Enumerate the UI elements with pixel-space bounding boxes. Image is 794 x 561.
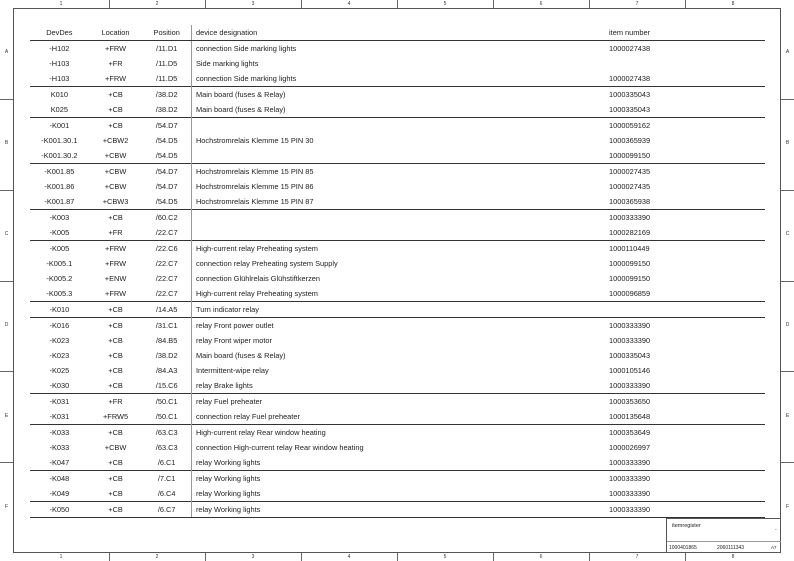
cell-position: /6.C1 (157, 458, 176, 467)
cell-position: /50.C1 (142, 394, 191, 410)
table-row (30, 471, 765, 487)
cell-item-number: 1000027438 (605, 41, 765, 57)
cell-location: +CB (89, 502, 143, 518)
cell-designation: connection relay Preheating system Supply (191, 256, 605, 271)
cell-devdes: -K003 (30, 210, 89, 226)
header-location: Location (89, 25, 143, 41)
cell-devdes: -K005.2 (46, 274, 73, 283)
table-row (30, 286, 765, 302)
cell-item-number: 1000059162 (605, 118, 765, 134)
ruler-tick (781, 281, 794, 282)
cell-designation (191, 148, 605, 164)
table-row (30, 256, 765, 271)
table-row (30, 302, 765, 318)
cell-item-number: 1000099150 (609, 274, 651, 283)
ruler-tick (0, 371, 13, 372)
cell-devdes: -H103 (49, 59, 70, 68)
ruler-column-label: 2 (155, 554, 159, 560)
cell-designation: relay Working lights (191, 486, 605, 502)
ruler-row-label: F (785, 503, 790, 510)
cell-item-number: 1000353649 (605, 425, 765, 441)
title-block-left-number: 1000401865 (669, 545, 697, 551)
cell-position: /11.D5 (156, 74, 178, 83)
ruler-tick (589, 553, 590, 561)
cell-location: +FRW (105, 289, 127, 298)
cell-devdes: -K030 (49, 381, 70, 390)
cell-position: /84.B5 (155, 336, 178, 345)
cell-item-number: 1000333390 (609, 381, 651, 390)
cell-designation: Turn indicator relay (191, 302, 605, 318)
cell-designation: connection High-current relay Rear window heating (191, 440, 605, 455)
cell-item-number: 1000282169 (609, 228, 651, 237)
cell-devdes: -K001 (30, 118, 89, 134)
table-row (30, 148, 765, 164)
ruler-column-label: 6 (539, 554, 543, 560)
title-block-sheet: A7 (771, 545, 777, 550)
cell-location: +CB (89, 318, 143, 334)
cell-item-number: 1000335043 (605, 87, 765, 103)
cell-position: /54.D7 (155, 182, 178, 191)
cell-position: /7.C1 (142, 471, 191, 487)
table-row (30, 363, 765, 378)
table-row (30, 271, 765, 286)
cell-location: +FR (108, 228, 123, 237)
table-row (30, 71, 765, 87)
cell-position: /54.D5 (155, 151, 178, 160)
cell-designation: relay Working lights (191, 455, 605, 471)
ruler-row-label: E (4, 412, 9, 419)
ruler-column-label: 4 (347, 554, 351, 560)
cell-location: +CBW (104, 443, 127, 452)
cell-location: +CB (108, 489, 123, 498)
cell-designation: connection Side marking lights (191, 41, 605, 57)
row-ruler-right (781, 8, 794, 553)
ruler-column-label: 8 (731, 1, 735, 7)
cell-position: /11.D1 (142, 41, 191, 57)
cell-location: +FRW5 (102, 412, 129, 421)
ruler-row-label: D (785, 321, 790, 328)
cell-location: +CBW2 (102, 136, 129, 145)
cell-position: /22.C7 (155, 228, 178, 237)
ruler-row-label: B (4, 140, 9, 147)
ruler-column-label: 3 (251, 554, 255, 560)
cell-designation: Main board (fuses & Relay) (191, 348, 605, 363)
ruler-tick (205, 0, 206, 8)
cell-designation (191, 118, 605, 134)
ruler-row-label: E (785, 412, 790, 419)
cell-item-number: 1000333390 (609, 489, 651, 498)
table-row (30, 164, 765, 180)
table-row (30, 409, 765, 425)
cell-devdes: -K048 (30, 471, 89, 487)
table-row (30, 425, 765, 441)
cell-designation: High-current relay Preheating system (191, 241, 605, 257)
cell-location: +CBW3 (102, 197, 129, 206)
header-device-designation: device designation (191, 25, 605, 41)
header-position: Position (142, 25, 191, 41)
cell-position: /6.C4 (157, 489, 176, 498)
cell-devdes: -K016 (30, 318, 89, 334)
cell-designation: Hochstromrelais Klemme 15 PIN 87 (191, 194, 605, 210)
cell-position: /50.C1 (155, 412, 178, 421)
cell-devdes: -K005 (30, 241, 89, 257)
ruler-tick (109, 0, 110, 8)
ruler-tick (493, 0, 494, 8)
cell-designation: Hochstromrelais Klemme 15 PIN 86 (191, 179, 605, 194)
cell-item-number: 1000333390 (609, 336, 651, 345)
table-row (30, 210, 765, 226)
table-row (30, 56, 765, 71)
cell-location: +FRW (105, 259, 127, 268)
cell-position: /84.A3 (155, 366, 178, 375)
cell-devdes: K010 (30, 87, 89, 103)
cell-item-number: 1000099150 (609, 259, 651, 268)
cell-item-number: 1000365938 (609, 197, 651, 206)
cell-devdes: -H103 (49, 74, 70, 83)
cell-location: +FRW (105, 74, 127, 83)
cell-location: +CB (89, 87, 143, 103)
cell-position: /38.D2 (142, 87, 191, 103)
cell-item-number: 1000110449 (605, 241, 765, 257)
cell-devdes: -K031 (49, 412, 70, 421)
ruler-tick (781, 99, 794, 100)
cell-position: /60.C2 (142, 210, 191, 226)
ruler-tick (781, 190, 794, 191)
cell-devdes: -K050 (30, 502, 89, 518)
ruler-row-label: B (785, 140, 790, 147)
cell-location: +CB (89, 425, 143, 441)
cell-devdes: -K025 (49, 366, 70, 375)
cell-devdes: -K001.87 (44, 197, 75, 206)
column-ruler-top (13, 0, 781, 8)
cell-location: +FRW (89, 241, 143, 257)
cell-location: +CB (89, 302, 143, 318)
ruler-column-label: 7 (635, 554, 639, 560)
cell-location: +FRW (89, 41, 143, 57)
cell-position: /6.C7 (142, 502, 191, 518)
cell-location: +FR (89, 394, 143, 410)
title-block (666, 518, 781, 553)
table-row (30, 102, 765, 118)
table-row (30, 87, 765, 103)
cell-item-number (605, 302, 765, 318)
title-block-label: itemregister (672, 523, 701, 529)
cell-designation: Intermittent-wipe relay (191, 363, 605, 378)
cell-position: /22.C7 (155, 289, 178, 298)
table-row (30, 440, 765, 455)
table-row (30, 41, 765, 57)
cell-devdes: -K005.1 (46, 259, 73, 268)
cell-designation: Hochstromrelais Klemme 15 PIN 30 (191, 133, 605, 148)
ruler-row-label: A (785, 49, 790, 56)
cell-devdes: -K001.30.2 (41, 151, 78, 160)
cell-designation: Hochstromrelais Klemme 15 PIN 85 (191, 164, 605, 180)
cell-designation: relay Fuel preheater (191, 394, 605, 410)
cell-position: /54.D7 (142, 118, 191, 134)
cell-item-number: 1000335043 (609, 351, 651, 360)
ruler-tick (0, 462, 13, 463)
cell-devdes: -K001.30.1 (41, 136, 78, 145)
cell-position: /63.C3 (155, 443, 178, 452)
row-ruler-left (0, 8, 13, 553)
cell-position: /11.D5 (156, 59, 178, 68)
table-row (30, 241, 765, 257)
ruler-tick (685, 0, 686, 8)
table-row (30, 333, 765, 348)
cell-position: /63.C3 (142, 425, 191, 441)
cell-item-number: 1000353650 (605, 394, 765, 410)
ruler-tick (493, 553, 494, 561)
cell-designation: High-current relay Preheating system (191, 286, 605, 302)
ruler-column-label: 1 (59, 554, 63, 560)
cell-item-number: 1000333390 (605, 502, 765, 518)
cell-designation (191, 210, 605, 226)
cell-devdes: -K031 (30, 394, 89, 410)
cell-item-number: 1000333390 (605, 471, 765, 487)
table-row (30, 179, 765, 194)
cell-designation: relay Front power outlet (191, 318, 605, 334)
ruler-tick (0, 99, 13, 100)
table-row (30, 225, 765, 241)
header-devdes: DevDes (30, 25, 89, 41)
ruler-row-label: F (4, 503, 9, 510)
cell-location: +FR (108, 59, 123, 68)
table-row (30, 194, 765, 210)
cell-devdes: -K001.85 (30, 164, 89, 180)
cell-position: /31.C1 (142, 318, 191, 334)
cell-designation: Main board (fuses & Relay) (191, 87, 605, 103)
cell-designation: connection Side marking lights (191, 71, 605, 87)
cell-position: /38.D2 (155, 351, 178, 360)
cell-location: +CB (108, 105, 123, 114)
cell-item-number (605, 56, 765, 71)
title-block-dash: - (775, 527, 777, 533)
cell-devdes: -H102 (30, 41, 89, 57)
ruler-tick (0, 190, 13, 191)
table-row (30, 455, 765, 471)
ruler-column-label: 4 (347, 1, 351, 7)
ruler-tick (589, 0, 590, 8)
title-block-numbers (667, 541, 781, 555)
ruler-column-label: 5 (443, 1, 447, 7)
cell-designation: connection relay Fuel preheater (191, 409, 605, 425)
table-row (30, 394, 765, 410)
cell-devdes: -K005.3 (46, 289, 73, 298)
cell-item-number: 1000027435 (609, 182, 651, 191)
cell-devdes: K025 (50, 105, 68, 114)
cell-location: +CB (108, 336, 123, 345)
table-row (30, 348, 765, 363)
ruler-column-label: 5 (443, 554, 447, 560)
cell-devdes: -K001.86 (44, 182, 75, 191)
ruler-tick (781, 462, 794, 463)
cell-designation (191, 225, 605, 241)
ruler-column-label: 3 (251, 1, 255, 7)
ruler-row-label: C (785, 231, 790, 238)
cell-position: /22.C6 (142, 241, 191, 257)
cell-location: +CBW (104, 151, 127, 160)
ruler-tick (397, 0, 398, 8)
cell-devdes: -K047 (49, 458, 70, 467)
cell-designation: relay Working lights (191, 471, 605, 487)
ruler-column-label: 8 (731, 554, 735, 560)
ruler-column-label: 2 (155, 1, 159, 7)
cell-devdes: -K033 (49, 443, 70, 452)
cell-item-number: 1000026997 (609, 443, 651, 452)
ruler-tick (301, 553, 302, 561)
cell-item-number: 1000027435 (605, 164, 765, 180)
cell-designation: relay Working lights (191, 502, 605, 518)
ruler-column-label: 7 (635, 1, 639, 7)
cell-devdes: -K005 (49, 228, 70, 237)
cell-position: /54.D5 (155, 197, 178, 206)
table-row (30, 502, 765, 518)
ruler-tick (397, 553, 398, 561)
cell-location: +CB (108, 458, 123, 467)
column-ruler-bottom (13, 553, 781, 561)
ruler-row-label: C (4, 231, 9, 238)
cell-position: /38.D2 (155, 105, 178, 114)
table-header-row (30, 25, 765, 41)
ruler-tick (205, 553, 206, 561)
cell-devdes: -K033 (30, 425, 89, 441)
cell-item-number: 1000333390 (609, 458, 651, 467)
cell-location: +CBW (89, 164, 143, 180)
cell-item-number: 1000365939 (609, 136, 651, 145)
cell-location: +CB (89, 471, 143, 487)
cell-location: +CB (89, 118, 143, 134)
ruler-row-label: A (4, 49, 9, 56)
title-block-right-number: 2060111343 (717, 545, 745, 551)
table-row (30, 318, 765, 334)
ruler-row-label: D (4, 321, 9, 328)
cell-devdes: -K049 (49, 489, 70, 498)
table-row (30, 486, 765, 502)
cell-designation: connection Glühlrelais Glühstiftkerzen (191, 271, 605, 286)
ruler-tick (0, 281, 13, 282)
cell-location: +CB (108, 381, 123, 390)
cell-designation: relay Brake lights (191, 378, 605, 394)
cell-location: +ENW (104, 274, 127, 283)
cell-item-number: 1000027438 (609, 74, 651, 83)
item-register-table (30, 25, 765, 518)
table-row (30, 133, 765, 148)
cell-devdes: -K010 (30, 302, 89, 318)
header-item-number: item number (605, 25, 765, 41)
cell-designation: Side marking lights (191, 56, 605, 71)
ruler-tick (301, 0, 302, 8)
table-row (30, 378, 765, 394)
cell-position: /54.D7 (142, 164, 191, 180)
ruler-tick (109, 553, 110, 561)
ruler-tick (781, 371, 794, 372)
cell-designation: Main board (fuses & Relay) (191, 102, 605, 118)
cell-location: +CB (108, 351, 123, 360)
cell-location: +CB (89, 210, 143, 226)
ruler-column-label: 1 (59, 1, 63, 7)
cell-item-number: 1000333390 (605, 318, 765, 334)
cell-designation: relay Front wiper motor (191, 333, 605, 348)
cell-position: /22.C7 (155, 259, 178, 268)
cell-location: +CBW (104, 182, 127, 191)
table-row (30, 118, 765, 134)
cell-item-number: 1000135648 (609, 412, 651, 421)
cell-item-number: 1000333390 (605, 210, 765, 226)
cell-position: /54.D5 (155, 136, 178, 145)
cell-devdes: -K023 (49, 351, 70, 360)
cell-position: /14.A5 (142, 302, 191, 318)
cell-item-number: 1000335043 (609, 105, 651, 114)
cell-item-number: 1000105146 (609, 366, 651, 375)
cell-designation: High-current relay Rear window heating (191, 425, 605, 441)
cell-devdes: -K023 (49, 336, 70, 345)
cell-item-number: 1000096859 (609, 289, 651, 298)
cell-position: /15.C6 (155, 381, 178, 390)
cell-position: /22.C7 (155, 274, 178, 283)
cell-item-number: 1000099150 (609, 151, 651, 160)
ruler-column-label: 6 (539, 1, 543, 7)
cell-location: +CB (108, 366, 123, 375)
